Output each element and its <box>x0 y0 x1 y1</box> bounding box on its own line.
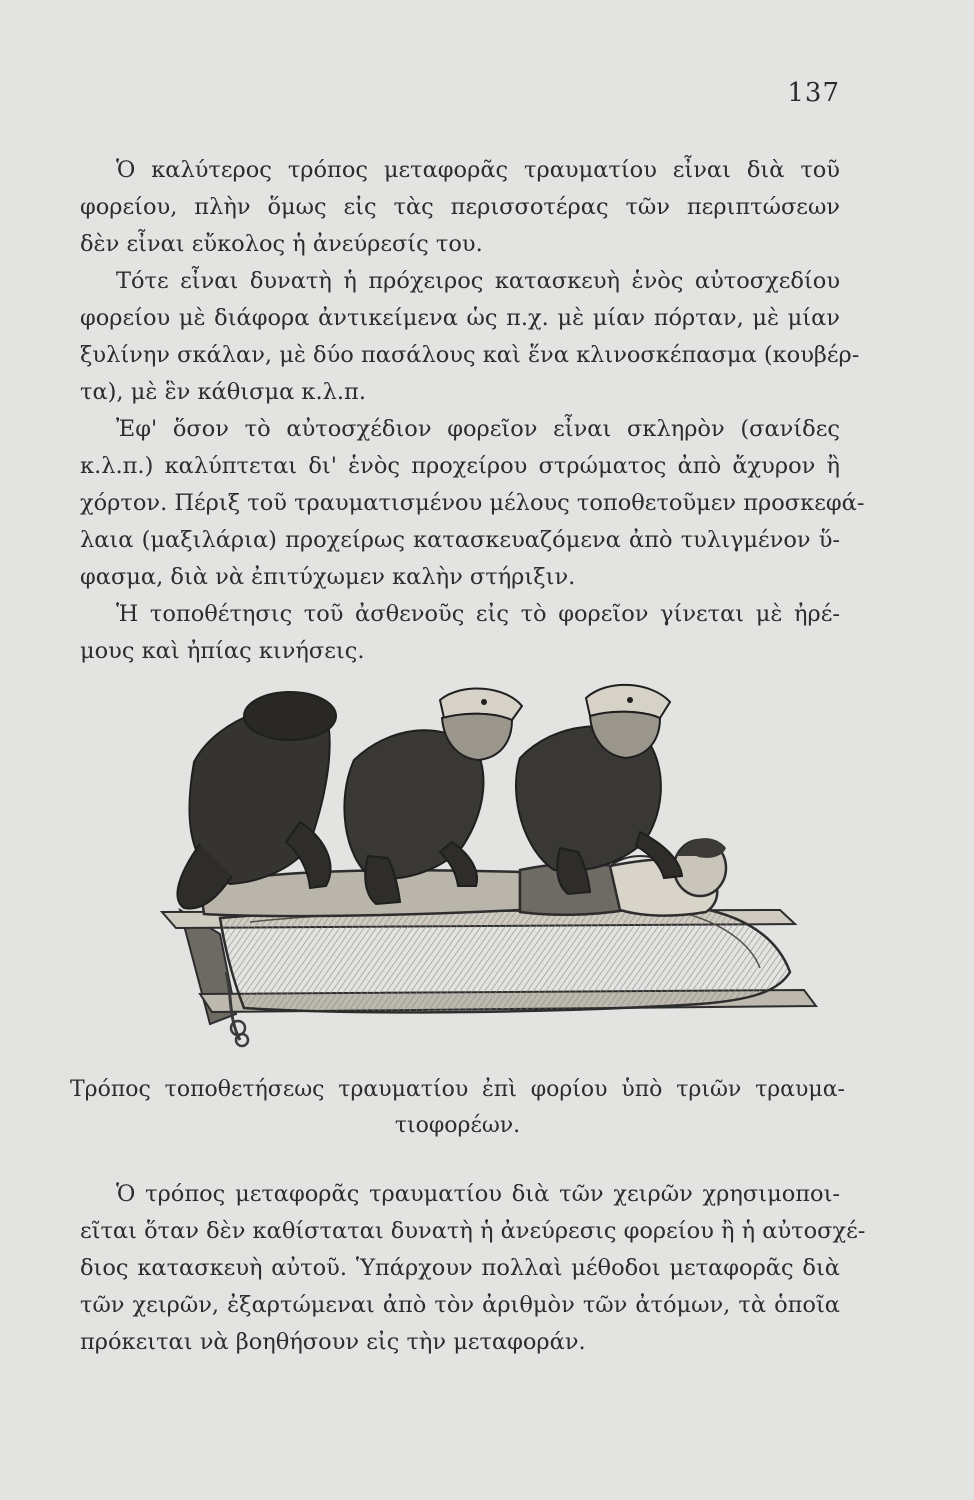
caption-line: τιοφορέων. <box>394 1113 521 1138</box>
text-line: φασμα, διὰ νὰ ἐπιτύχωμεν καλὴν στήριξιν. <box>80 564 576 590</box>
text-line: Ὁ τρόπος μεταφορᾶς τραυματίου διὰ τῶν χειρῶν χρησιμοποι- <box>116 1181 840 1207</box>
text-line: χόρτον. Πέριξ τοῦ τραυματισμένου μέλους τοποθετοῦμεν προσκεφά- <box>80 490 865 516</box>
top-paragraphs <box>80 152 865 670</box>
text-line: δὲν εἶναι εὔκολος ἡ ἀνεύρεσίς του. <box>80 231 483 257</box>
text-line: διος κατασκευὴ αὐτοῦ. Ὑπάρχουν πολλαὶ μέθοδοι μεταφορᾶς διὰ <box>80 1255 840 1281</box>
bearer-left-figure <box>177 692 336 909</box>
text-line: κ.λ.π.) καλύπτεται δι' ἑνὸς προχείρου στρώματος ἀπὸ ἄχυρον ἢ <box>80 453 840 479</box>
text-line: Τότε εἶναι δυνατὴ ἡ πρόχειρος κατασκευὴ ἑνὸς αὐτοσχεδίου <box>116 268 840 294</box>
text-line: τῶν χειρῶν, ἐξαρτώμεναι ἀπὸ τὸν ἀριθμὸν τῶν ἀτόμων, τὰ ὁποῖα <box>80 1292 840 1318</box>
text-line: πρόκειται νὰ βοηθήσουν εἰς τὴν μεταφοράν. <box>80 1329 586 1355</box>
text-line: ξυλίνην σκάλαν, μὲ δύο πασάλους καὶ ἕνα κλινοσκέπασμα (κουβέρ- <box>80 342 860 368</box>
text-line: Ἐφ' ὅσον τὸ αὐτοσχέδιον φορεῖον εἶναι σκληρὸν (σανίδες <box>116 416 840 442</box>
stretcher-illustration <box>140 672 860 1064</box>
text-line: τα), μὲ ἓν κάθισμα κ.λ.π. <box>80 379 366 405</box>
text-line: μους καὶ ἠπίας κινήσεις. <box>80 638 365 664</box>
text-line: λαια (μαξιλάρια) προχείρως κατασκευαζόμενα ἀπὸ τυλιγμένον ὕ- <box>80 527 840 553</box>
text-line: εῖται ὅταν δὲν καθίσταται δυνατὴ ἡ ἀνεύρεσις φορείου ἢ ἡ αὐτοσχέ- <box>80 1218 866 1244</box>
text-line: Ἡ τοποθέτησις τοῦ ἀσθενοῦς εἰς τὸ φορεῖον γίνεται μὲ ἠρέ- <box>116 601 840 627</box>
text-line: φορείου, πλὴν ὅμως εἰς τὰς περισσοτέρας τῶν περιπτώσεων <box>80 194 840 220</box>
text-line: φορείου μὲ διάφορα ἀντικείμενα ὡς π.χ. μὲ μίαν πόρταν, μὲ μίαν <box>80 305 840 331</box>
caption-line: Τρόπος τοποθετήσεως τραυματίου ἐπὶ φορίου ὑπὸ τριῶν τραυμα- <box>70 1077 845 1102</box>
bearer-right-figure <box>516 685 682 894</box>
bottom-paragraph <box>80 1176 866 1361</box>
page-number: 137 <box>787 78 840 108</box>
text-line: Ὁ καλύτερος τρόπος μεταφορᾶς τραυματίου εἶναι διὰ τοῦ <box>116 157 840 183</box>
figure-caption <box>70 1072 845 1144</box>
